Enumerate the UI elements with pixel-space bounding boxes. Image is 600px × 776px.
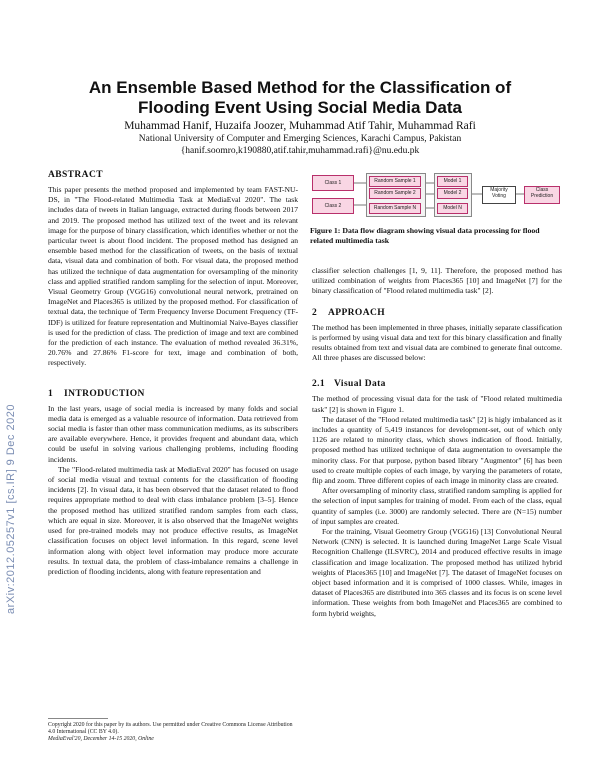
affiliation: National University of Computer and Emerging Sciences, Karachi Campus, Pakistan xyxy=(138,134,462,144)
visual-paragraph-1: The method of processing visual data for the task of "Flood related multimedia task" [2] is shown in Figure 1. xyxy=(312,394,562,414)
intro-title: INTRODUCTION xyxy=(64,388,145,399)
authors: Muhammad Hanif, Huzaifa Joozer, Muhammad Atif Tahir, Muhammad Rafi xyxy=(124,120,476,132)
approach-heading xyxy=(312,308,562,319)
class-prediction-box: Class Prediction xyxy=(524,186,560,204)
arxiv-sidebar xyxy=(2,378,20,640)
figure-1-caption: Figure 1: Data flow diagram showing visual data processing for flood related multimedia task xyxy=(310,226,540,245)
approach-number: 2 xyxy=(312,307,318,318)
figure-1-diagram xyxy=(310,172,562,216)
class-2-box: Class 2 xyxy=(312,198,354,214)
abstract-text: This paper presents the method proposed and implemented by team FAST-NU-DS, in "The Flood-related Multimedia Task at MediaEval 2020". The task includes data of tweets in Italian language, extracted during floods between 2017 and 2019. The proposed method has utilized text of the tweet and its relevant image for the purpose of binary classification, which identifies whether or not the particular tweet is about flood incident. The proposed method has designed an ensemble based method for the classification of tweets, on the basis of textual data, visual data and combination of both. For visual data, the proposed method has utilized the technique of data augmentation for oversampling of the minority class and applied stratified random sampling for the selection of input. Moreover, Visual Geometry Group (VGG16) convolutional neural network, pretrained on ImageNet and Places365 is utilized by the proposed method. For classification of textual data, the technique of Term Frequency Inverse Document Frequency (TF-IDF) is utilized for feature representation and Multinomial Naive-Bayes classifier is used for the prediction of class. The prediction of image and text are combined for the prediction of each instance. The evaluation of method revealed 36.31%, 20.76% and 27.86% F1-score for text, image and combination of both, respectively. xyxy=(48,185,298,368)
footnote-rule xyxy=(48,718,108,719)
title-line-1: An Ensemble Based Method for the Classification of xyxy=(88,78,512,97)
random-sample-1-box: Random Sample 1 xyxy=(369,176,421,187)
arxiv-id[interactable]: arXiv:2012.05257v1 [cs.IR] 9 Dec 2020 xyxy=(5,404,17,614)
approach-title: APPROACH xyxy=(328,307,386,318)
visual-paragraph-3: After oversampling of minority class, stratified random sampling is applied for the selection of input samples for training of model. From each of the class, equal quantity of samples (i.e. 3000) are randomly selected. There are (N=15) number of input samples are created. xyxy=(312,486,562,526)
approach-text: The method has been implemented in three phases, initially separate classification is performed by using visual data and text for this binary classification and finally results obtained from text and visual data are combined to generate final outcome. All three phases are discussed below: xyxy=(312,322,562,363)
intro-continuation: classifier selection challenges [1, 9, 11]. Therefore, the proposed method has utilized combination of weights from Places365 [10] and ImageNet [7] for the binary classification of "Flood related multimedia task" [2]. xyxy=(312,266,562,296)
author-emails: {hanif.soomro,k190880,atif.tahir,muhammad.rafi}@nu.edu.pk xyxy=(180,146,420,156)
majority-voting-box: Majority Voting xyxy=(482,186,516,204)
intro-paragraph-2: The "Flood-related multimedia task at MediaEval 2020" has focused on usage of social media visual and textual contents for the classification of flooding incidents [2]. In visual data, it has been observed that the dataset related to flood requires appropriate method to deal with class imbalance problem [3–5]. Hence the proposed method has utilized stratified random samples from each class, which are equal in size. Moreover, it is also observed that the ImageNet weights used for pre-trained models may not produce effective results, as ImageNet classification focuses on object level information. In this regard, scene level information along with object level information may produce more accurate results. In textual data, the problem of class-imbalance remains a challenge in prediction of flooding incidents, along with feature representation and xyxy=(48,464,298,576)
right-column xyxy=(312,266,562,619)
model-2-box: Model 2 xyxy=(437,188,468,199)
class-1-box: Class 1 xyxy=(312,175,354,191)
model-n-box: Model N xyxy=(437,203,468,214)
footnote-venue: MediaEval'20, December 14-15 2020, Online xyxy=(48,736,154,742)
intro-heading xyxy=(48,389,298,400)
visual-data-title: Visual Data xyxy=(334,379,386,390)
random-sample-n-box: Random Sample N xyxy=(369,203,421,214)
visual-data-heading xyxy=(312,379,562,390)
title-line-2: Flooding Event Using Social Media Data xyxy=(138,98,462,117)
visual-paragraph-4: For the training, Visual Geometry Group (VGG16) [13] Convolutional Neural Network (CNN) is selected. It is launched during ImageNet Large Scale Visual Recognition Challenge (ILSVRC), 2014 and produced effective results in image classification and image localization. The proposed method has utilized hybrid weights of Places365 [10] and ImageNet [7]. The dataset of ImageNet focuses on object based information and it is comprised of 1000 classes. While, images in dataset of Places365 are distributed into 365 classes and its focus is on scene level information. These weights from both ImageNet and Places365 are combined to form hybrid weights, xyxy=(312,527,562,618)
footnote xyxy=(48,718,298,743)
visual-data-number: 2.1 xyxy=(312,379,326,390)
paper-title xyxy=(40,78,560,118)
model-1-box: Model 1 xyxy=(437,176,468,187)
left-column xyxy=(48,170,298,577)
intro-number: 1 xyxy=(48,388,54,399)
footnote-copyright: Copyright 2020 for this paper by its authors. Use permitted under Creative Commons License Attribution 4.0 International (CC BY 4.0). xyxy=(48,722,293,735)
abstract-heading: ABSTRACT xyxy=(48,170,103,180)
random-sample-2-box: Random Sample 2 xyxy=(369,188,421,199)
intro-paragraph-1: In the last years, usage of social media is increased by many folds and social media data is emerged as a valuable resource of information. Data retrieved from social media is faster than other mass communication mediums, as its subscribers are available everywhere. Hence, it provides frequent and abundant data, which could be useful in solving various challenging problems, including flooding incidents. xyxy=(48,403,298,464)
visual-paragraph-2: The dataset of the "Flood related multimedia task" [2] is higly imbalanced as it includes a quantity of 5,419 instances for development-set, out of which only 1126 are related to minority class, which shows indication of flood. Initially, proposed method has utilized technique of data augmentation to oversample the minority class. For that purpose, python based library "Augmentor" [6] has been used to create multiple copies of each image, by varying the parameters of rotate, flip and zoom. Three different copies of each image in minority class are created. xyxy=(312,414,562,486)
